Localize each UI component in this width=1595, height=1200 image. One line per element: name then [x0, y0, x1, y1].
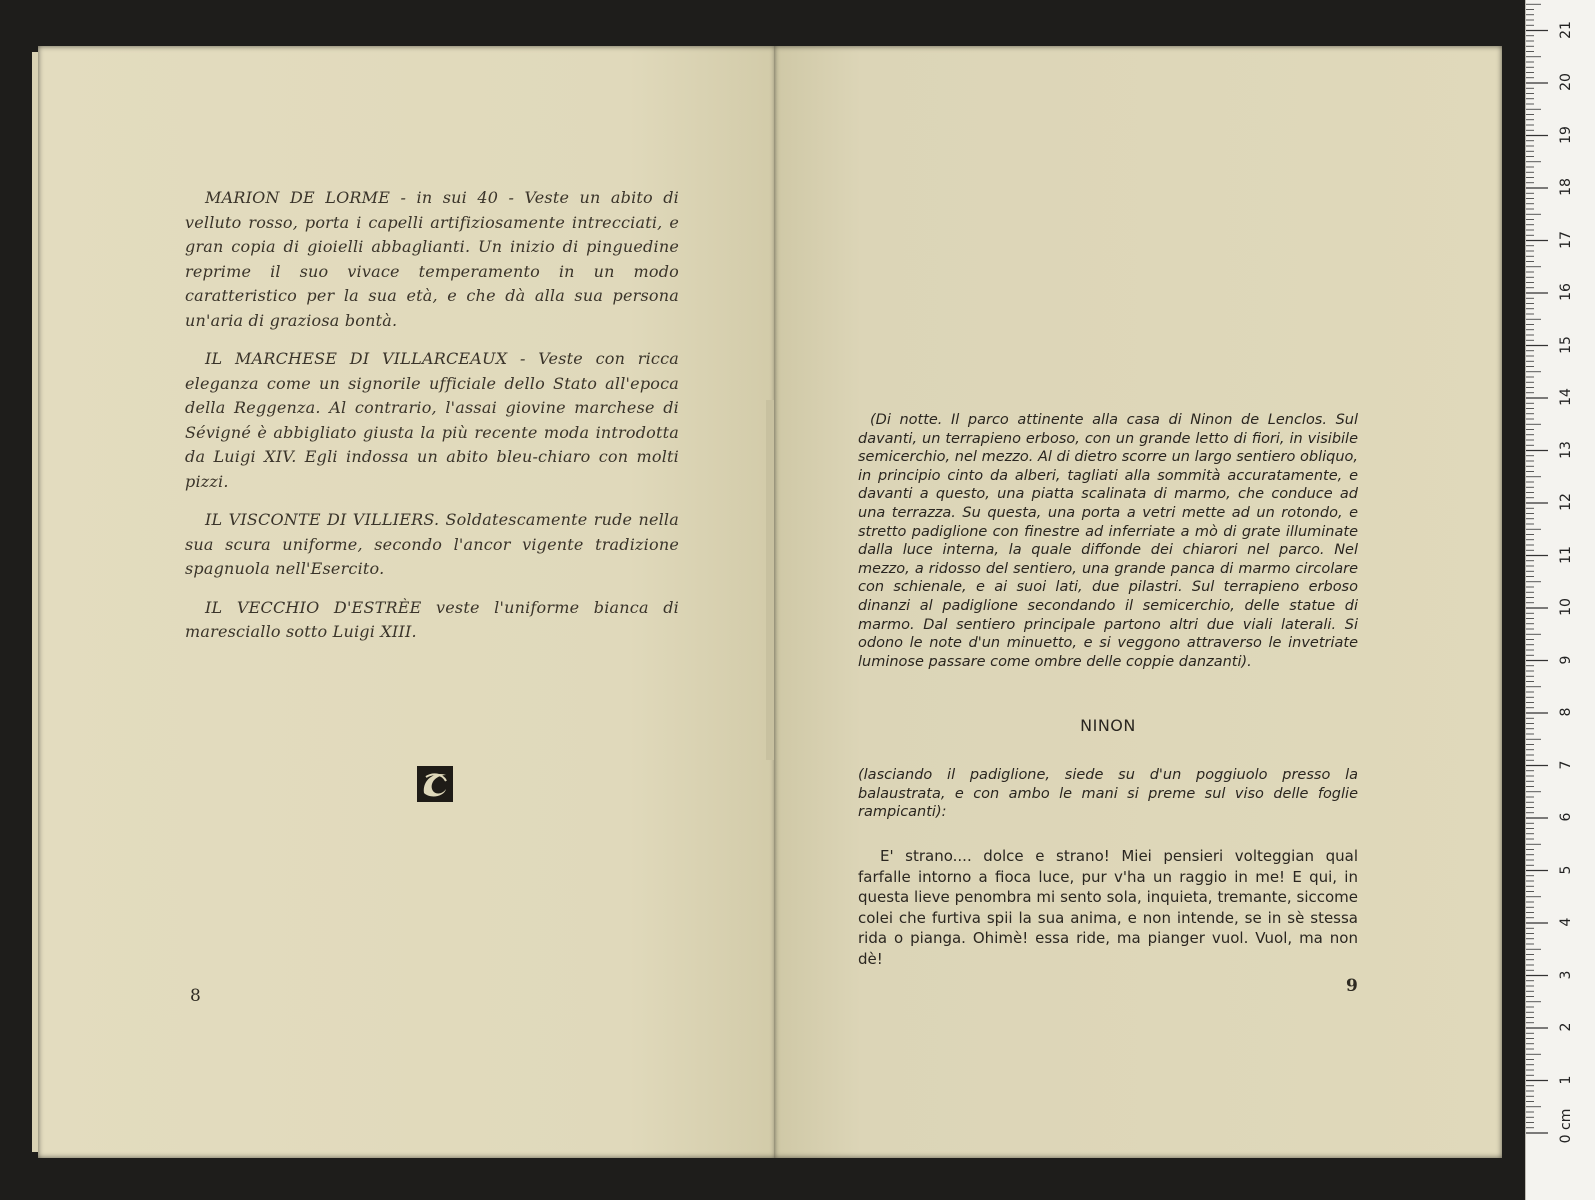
book-gutter — [766, 400, 774, 760]
ruler-mark-label: 9 — [1558, 655, 1574, 664]
character-descriptions — [185, 186, 679, 659]
description-marchese: IL MARCHESE DI VILLARCEAUX - Veste con ricca eleganza come un signorile ufficiale dello Stato all'epoca della Reggenza. Al contrario, l'assai giovine marchese di Sévigné è abbigliato giusta la più recente moda introdotta da Luigi XIV. Egli indossa un abito bleu-chiaro con molti pizzi. — [185, 349, 679, 491]
speech-text: E' strano.... dolce e strano! Miei pensieri volteggian qual farfalle intorno a fioca luce, pur v'ha un raggio in me! E qui, in questa lieve penombra mi sento sola, inquieta, tremante, siccome colei che furtiva spii la sua anima, e non intende, se in sè stessa rida o pianga. Ohimè! essa ride, ma pianger vuol. Vuol, ma non dè! — [858, 847, 1358, 968]
ruler-mark-label: 14 — [1558, 388, 1574, 406]
ruler-mark-label: 10 — [1558, 598, 1574, 616]
ruler-mark-label: 4 — [1558, 917, 1574, 927]
ornament-icon — [416, 765, 454, 803]
ruler-mark-label: 11 — [1558, 545, 1574, 564]
scene-text: (Di notte. Il parco attinente alla casa di Ninon de Lenclos. Sul davanti, un terrapieno erboso, con un grande letto di fiori, in visibile semicerchio, nel mezzo. Al di dietro scorre un largo sentiero obliquo, in principio cinto da alberi, tagliati alla sommità accuratamente, e davanti a questo, una piatta scalinata di marmo, che conduce ad una terrazza. Su questa, una porta a vetri mette ad un rotondo, e stretto padiglione con finestre ad inferriate a mò di grate illuminate dalla luce interna, la quale diffonde dei chiarori nel parco. Nel mezzo, a ridosso del sentiero, una grande panca di marmo circolare con schienale, e ai suoi lati, due pilastri. Sul terrapieno erboso dinanzi al padiglione secondando il semicerchio, delle statue di marmo. Dal sentiero principale partono altri due viali laterali. Si odono le note d'un minuetto, e si veggono attraverso le invetriate luminose passare come ombre delle coppie danzanti). — [858, 412, 1358, 670]
ruler-mark-label: 2 — [1558, 1022, 1574, 1032]
ruler-mark-label: 18 — [1558, 178, 1574, 196]
ruler-mark-label: 7 — [1558, 760, 1574, 769]
description-marion: MARION DE LORME - in sui 40 - Veste un abito di velluto rosso, porta i capelli artifiziosamente intrecciati, e gran copia di gioielli abbaglianti. Un inizio di pinguedine reprime il suo vivace temperamento in un modo caratteristico per la sua età, e che dà alla sua persona un'aria di graziosa bontà. — [185, 188, 679, 330]
ruler-mark-label: 1 — [1558, 1075, 1574, 1084]
description-visconte: IL VISCONTE DI VILLIERS. Soldatescamente rude nella sua scura uniforme, secondo l'ancor vigente tradizione spagnuola nell'Esercito. — [185, 510, 679, 578]
stage-direction: (lasciando il padiglione, siede su d'un poggiuolo presso la balaustrata, e con ambo le mani si preme sul viso delle foglie rampicanti): — [858, 767, 1358, 821]
ruler-mark-label: 6 — [1558, 812, 1574, 822]
ruler-mark-label: 17 — [1558, 230, 1574, 249]
ruler-mark-label: 12 — [1558, 493, 1574, 511]
speech-block — [858, 846, 1358, 969]
description-estree: IL VECCHIO D'ESTRÈE veste l'uniforme bianca di maresciallo sotto Luigi XIII. — [185, 597, 679, 641]
page-number-left: 8 — [190, 986, 201, 1006]
page-number-right: 9 — [1346, 976, 1358, 996]
ruler-zero-label: 0 cm — [1558, 1108, 1574, 1144]
scene-description — [858, 411, 1358, 671]
ruler-mark-label: 15 — [1558, 335, 1574, 354]
ruler-mark-label: 21 — [1558, 20, 1574, 39]
ruler-mark-label: 5 — [1558, 865, 1574, 874]
speaker-name: NINON — [1080, 716, 1136, 735]
ruler-mark-label: 13 — [1558, 440, 1574, 459]
measurement-ruler — [1525, 0, 1595, 1200]
ruler-mark-label: 8 — [1558, 707, 1574, 717]
ruler-mark-label: 16 — [1558, 283, 1574, 301]
ruler-mark-label: 20 — [1558, 73, 1574, 91]
ruler-mark-label: 3 — [1558, 970, 1574, 979]
ruler-mark-label: 19 — [1558, 125, 1574, 144]
